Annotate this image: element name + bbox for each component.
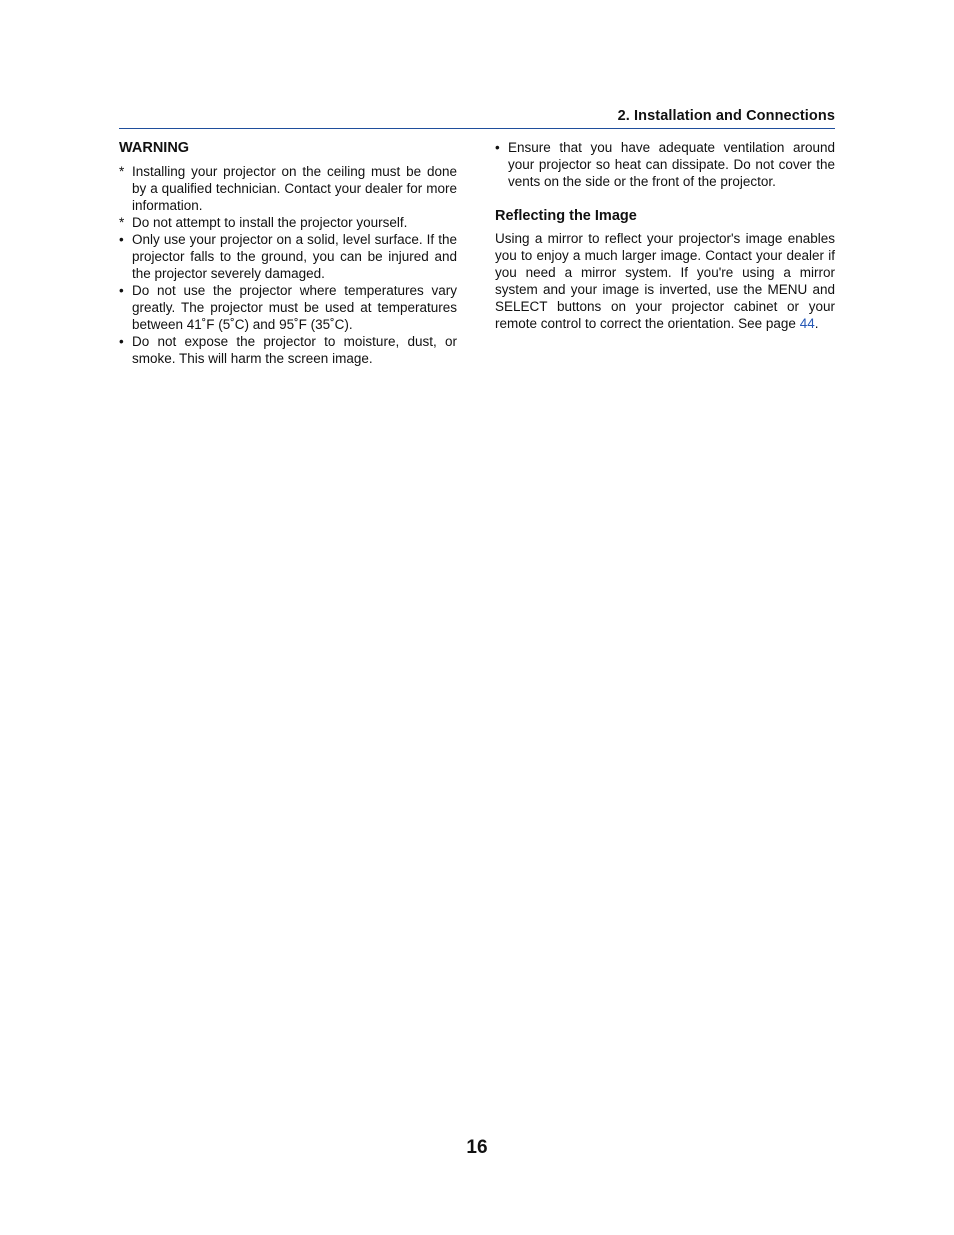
list-item-text: Only use your projector on a solid, level surface. If the projector falls to the ground, you can be injured and the projector severely damaged. — [132, 232, 457, 281]
list-item-text: Do not use the projector where temperatures vary greatly. The projector must be used at temperatures between 41˚F (5˚C) and 95˚F (35˚C). — [132, 283, 457, 332]
section-header-title: 2. Installation and Connections — [617, 108, 835, 124]
warning-list — [119, 163, 457, 367]
list-item — [119, 231, 457, 282]
ventilation-list — [495, 139, 835, 190]
list-marker: • — [119, 232, 124, 247]
list-marker: • — [119, 334, 124, 349]
left-column — [119, 139, 457, 367]
list-item — [119, 163, 457, 214]
list-item — [495, 139, 835, 190]
reflecting-paragraph — [495, 230, 835, 332]
page-number: 16 — [466, 1137, 488, 1158]
reflecting-heading: Reflecting the Image — [495, 208, 637, 224]
list-item-text: Ensure that you have adequate ventilation around your projector so heat can dissipate. Do not cover the vents on the side or the front of the projector. — [508, 140, 835, 189]
list-item — [119, 282, 457, 333]
list-item-text: Do not expose the projector to moisture, dust, or smoke. This will harm the screen image. — [132, 334, 457, 366]
reflecting-trailing: . — [814, 316, 819, 331]
list-marker: * — [119, 215, 125, 230]
list-marker: * — [119, 164, 125, 179]
list-item-text: Do not attempt to install the projector yourself. — [132, 215, 408, 230]
list-marker: • — [119, 283, 124, 298]
list-item — [119, 214, 457, 231]
list-marker: • — [495, 140, 500, 155]
list-item — [119, 333, 457, 367]
list-item-text: Installing your projector on the ceiling must be done by a qualified technician. Contact your dealer for more information. — [132, 164, 457, 213]
right-column — [495, 139, 835, 332]
page-link[interactable]: 44 — [799, 316, 815, 331]
header-rule — [119, 128, 835, 129]
warning-heading: WARNING — [119, 140, 190, 156]
reflecting-body: Using a mirror to reflect your projector's image enables you to enjoy a much larger image. Contact your dealer if you need a mirror system. If you're using a mirror system and your image is inverted, use the MENU and SELECT buttons on your projector cabinet or your remote control to correct the orientation. See page — [495, 231, 835, 331]
